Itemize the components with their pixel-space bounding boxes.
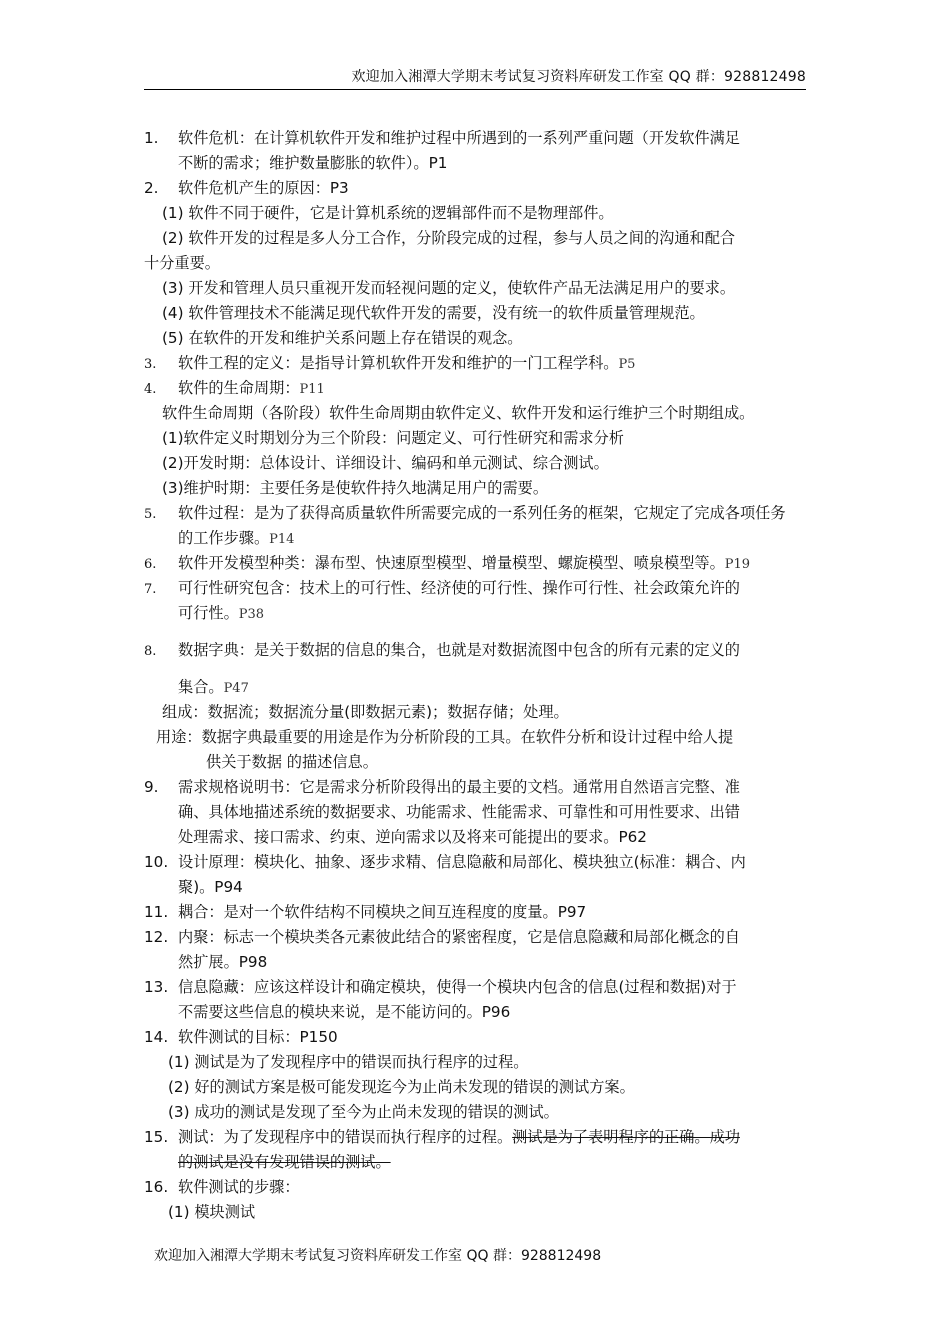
- list-item: [144, 900, 809, 925]
- item-continuation: 确、具体地描述系统的数据要求、功能需求、性能需求、可靠性和可用性要求、出错: [178, 803, 740, 821]
- item-continuation: 然扩展。P98: [178, 953, 268, 971]
- item-text: 内聚：标志一个模块类各元素彼此结合的紧密程度，它是信息隐藏和局部化概念的自: [178, 928, 740, 946]
- item-continuation: 聚)。P94: [178, 878, 243, 896]
- list-item: [144, 1025, 809, 1050]
- sub-item: (4) 软件管理技术不能满足现代软件开发的需要，没有统一的软件质量管理规范。: [162, 304, 705, 322]
- item-text: 可行性。: [178, 604, 239, 622]
- item-number: 13.: [144, 978, 169, 996]
- list-item: [144, 576, 809, 601]
- sub-item-continuation: 供关于数据 的描述信息。: [206, 753, 378, 771]
- list-item: [144, 975, 809, 1000]
- sub-item: (2)开发时期：总体设计、详细设计、编码和单元测试、综合测试。: [162, 454, 609, 472]
- item-text: 软件开发模型种类：瀑布型、快速原型模型、增量模型、螺旋模型、喷泉模型等。: [178, 554, 725, 572]
- item-text: 软件的生命周期：: [178, 379, 300, 397]
- sub-item: (1) 模块测试: [168, 1203, 256, 1221]
- item-text: 测试：为了发现程序中的错误而执行程序的过程。: [178, 1128, 513, 1146]
- item-text: 软件测试的目标：P150: [178, 1028, 338, 1046]
- item-text: 软件测试的步骤：: [178, 1178, 300, 1196]
- sub-item: (3)维护时期：主要任务是使软件持久地满足用户的需要。: [162, 479, 549, 497]
- page-ref: P19: [724, 557, 751, 572]
- item-number: 12.: [144, 928, 169, 946]
- struck-text: 的测试是没有发现错误的测试。: [178, 1153, 391, 1171]
- item-text: 集合。: [178, 678, 224, 696]
- item-text: 耦合：是对一个软件结构不同模块之间互连程度的度量。P97: [178, 903, 587, 921]
- sub-item: (2) 软件开发的过程是多人分工合作，分阶段完成的过程，参与人员之间的沟通和配合: [162, 229, 736, 247]
- item-text: 软件过程：是为了获得高质量软件所需要完成的一系列任务的框架，它规定了完成各项任务: [178, 504, 786, 522]
- sub-item: (1) 测试是为了发现程序中的错误而执行程序的过程。: [168, 1053, 529, 1071]
- page-ref: P14: [269, 532, 295, 547]
- list-item: [144, 638, 809, 663]
- spacer: [144, 663, 809, 675]
- item-number: 8.: [144, 644, 157, 659]
- item-continuation: [144, 526, 809, 551]
- item-text: 设计原理：模块化、抽象、逐步求精、信息隐蔽和局部化、模块独立(标准：耦合、内: [178, 853, 746, 871]
- struck-text: 测试是为了表明程序的正确。成功: [512, 1128, 740, 1146]
- list-item: [144, 376, 809, 401]
- sub-item: (1)软件定义时期划分为三个阶段：问题定义、可行性研究和需求分析: [162, 429, 624, 447]
- list-item: [144, 775, 809, 800]
- page-footer: 欢迎加入湘潭大学期末考试复习资料库研发工作室 QQ 群：928812498: [154, 1248, 602, 1264]
- list-item: [144, 850, 809, 875]
- sub-item: (2) 好的测试方案是极可能发现迄今为止尚未发现的错误的测试方案。: [168, 1078, 635, 1096]
- item-continuation: [144, 675, 809, 700]
- item-number: 3.: [144, 357, 157, 372]
- page-ref: P38: [238, 607, 265, 622]
- item-text: 可行性研究包含：技术上的可行性、经济使的可行性、操作可行性、社会政策允许的: [178, 579, 740, 597]
- item-text: 的工作步骤。: [178, 529, 270, 547]
- item-text: 软件工程的定义：是指导计算机软件开发和维护的一门工程学科。: [178, 354, 619, 372]
- item-number: 11.: [144, 903, 169, 921]
- sub-item: 软件生命周期（各阶段）软件生命周期由软件定义、软件开发和运行维护三个时期组成。: [162, 404, 755, 422]
- item-number: 2.: [144, 179, 159, 197]
- item-number: 4.: [144, 382, 157, 397]
- item-number: 1.: [144, 129, 159, 147]
- sub-item: (1) 软件不同于硬件，它是计算机系统的逻辑部件而不是物理部件。: [162, 204, 614, 222]
- spacer: [144, 626, 809, 638]
- item-number: 9.: [144, 778, 159, 796]
- sub-item: (3) 开发和管理人员只重视开发而轻视问题的定义，使软件产品无法满足用户的要求。: [162, 279, 736, 297]
- page-ref: P5: [618, 357, 636, 372]
- item-continuation: [144, 1150, 809, 1175]
- list-item: [144, 176, 809, 201]
- item-text: 需求规格说明书：它是需求分析阶段得出的最主要的文档。通常用自然语言完整、准: [178, 778, 740, 796]
- list-item: [144, 551, 809, 576]
- item-number: 7.: [144, 582, 157, 597]
- header-divider: [144, 89, 806, 90]
- list-item: [144, 501, 809, 526]
- list-item: [144, 1125, 809, 1150]
- item-continuation: 不断的需求；维护数量膨胀的软件）。P1: [178, 154, 448, 172]
- list-item: [144, 925, 809, 950]
- item-continuation: 不需要这些信息的模块来说，是不能访问的。P96: [178, 1003, 511, 1021]
- item-continuation: 处理需求、接口需求、约束、逆向需求以及将来可能提出的要求。P62: [178, 828, 647, 846]
- document-body: [144, 126, 809, 1225]
- item-number: 6.: [144, 557, 157, 572]
- sub-item-continuation: 十分重要。: [144, 254, 220, 272]
- sub-item: (5) 在软件的开发和维护关系问题上存在错误的观念。: [162, 329, 523, 347]
- item-text: 软件危机：在计算机软件开发和维护过程中所遇到的一系列严重问题（开发软件满足: [178, 129, 740, 147]
- item-continuation: [144, 601, 809, 626]
- item-number: 10.: [144, 853, 169, 871]
- page-ref: P11: [299, 382, 325, 397]
- page-header: 欢迎加入湘潭大学期末考试复习资料库研发工作室 QQ 群：928812498: [351, 69, 806, 85]
- sub-item: 组成：数据流；数据流分量(即数据元素)；数据存储；处理。: [162, 703, 569, 721]
- sub-item: 用途：数据字典最重要的用途是作为分析阶段的工具。在软件分析和设计过程中给人提: [156, 728, 734, 746]
- item-number: 14.: [144, 1028, 169, 1046]
- item-number: 15.: [144, 1128, 169, 1146]
- page-ref: P47: [223, 681, 249, 696]
- item-number: 5.: [144, 507, 157, 522]
- item-text: 数据字典：是关于数据的信息的集合，也就是对数据流图中包含的所有元素的定义的: [178, 641, 740, 659]
- list-item: [144, 1175, 809, 1200]
- item-text: 信息隐藏：应该这样设计和确定模块，使得一个模块内包含的信息(过程和数据)对于: [178, 978, 737, 996]
- list-item: [144, 126, 809, 151]
- list-item: [144, 351, 809, 376]
- item-text: 软件危机产生的原因：P3: [178, 179, 349, 197]
- item-number: 16.: [144, 1178, 169, 1196]
- sub-item: (3) 成功的测试是发现了至今为止尚未发现的错误的测试。: [168, 1103, 559, 1121]
